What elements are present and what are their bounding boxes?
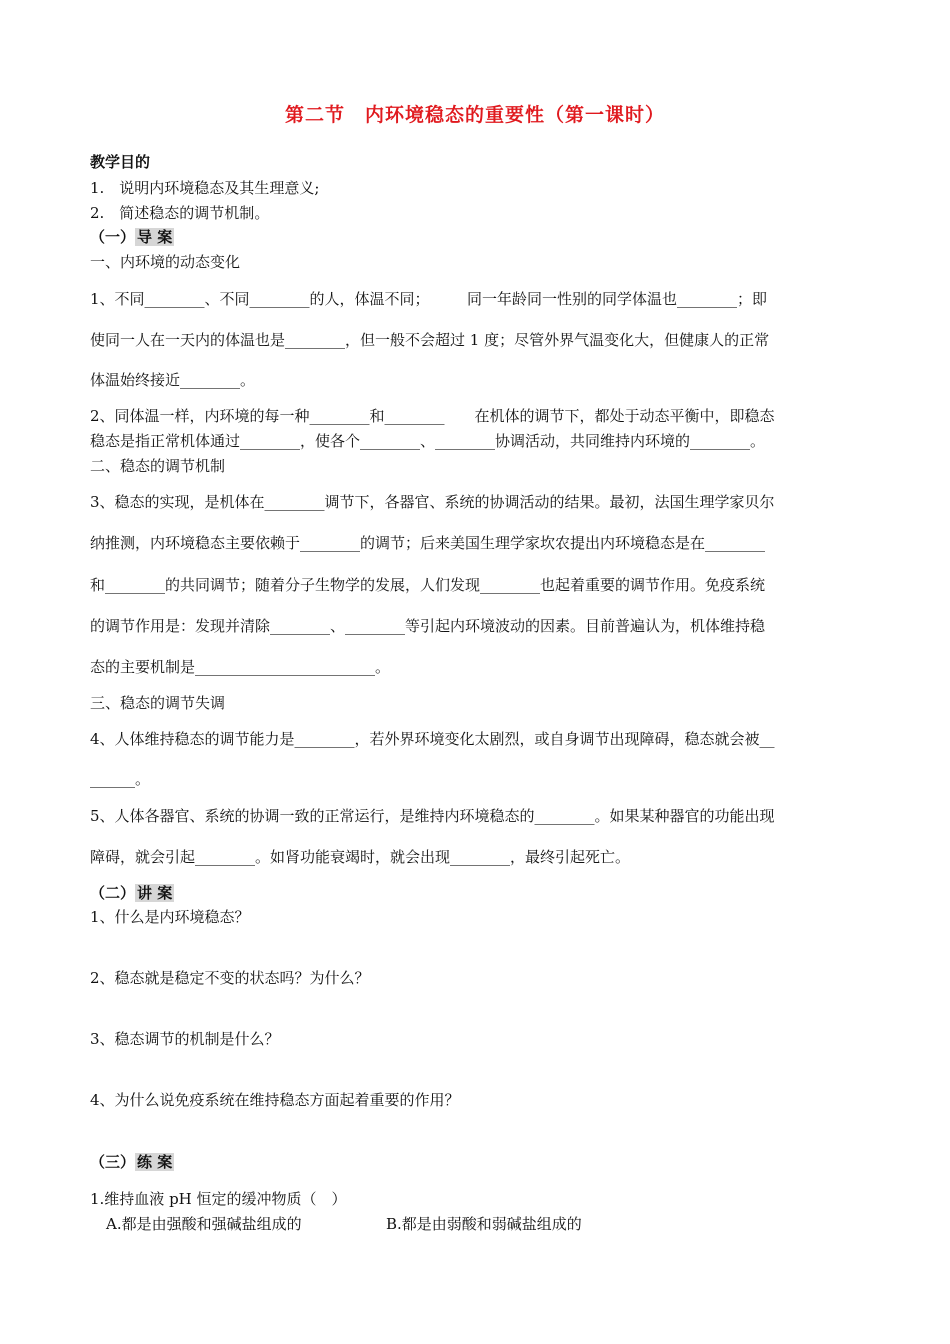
paragraph-line: 体温始终接近________。 [90,371,256,389]
section-heading: 一、内环境的动态变化 [90,253,241,271]
page-title: 第二节 内环境稳态的重要性（第一课时） [284,104,665,126]
objective-item: 1. 说明内环境稳态及其生理意义; [90,179,320,197]
paragraph-line: 障碍，就会引起________。如肾功能衰竭时，就会出现________，最终引起死亡。 [90,848,631,866]
paragraph-line: ______。 [90,770,151,788]
paragraph-line: 稳态是指正常机体通过________，使各个________、________协调活动，共同维持内环境的________。 [90,432,766,450]
paragraph-line: 3、稳态的实现，是机体在________调节下，各器官、系统的协调活动的结果。最初，法国生理学家贝尔 [90,493,775,511]
lecture-heading [90,883,174,903]
paragraph-line: 和________的共同调节；随着分子生物学的发展，人们发现________也起着重要的调节作用。免疫系统 [90,576,766,594]
paragraph-line: 的调节作用是：发现并清除________、________等引起内环境波动的因素。目前普遍认为，机体维持稳 [90,617,766,635]
practice-question: 1.维持血液 pH 恒定的缓冲物质（ ） [90,1190,347,1208]
practice-label: 练 案 [137,1153,173,1171]
paragraph-line: 态的主要机制是________________________。 [90,658,391,676]
lecture-question: 1、什么是内环境稳态？ [90,908,250,926]
lecture-question: 2、稳态就是稳定不变的状态吗？为什么？ [90,969,370,987]
paragraph-line: 2、同体温一样，内环境的每一种________和________ 在机体的调节下，都处于动态平衡中，即稳态 [90,407,775,425]
lecture-prefix: （二） [90,884,136,902]
paragraph-line: 5、人体各器官、系统的协调一致的正常运行，是维持内环境稳态的________。如果某种器官的功能出现 [90,807,775,825]
option-b: B.都是由弱酸和弱碱盐组成的 [386,1215,582,1233]
paragraph-line: 纳推测，内环境稳态主要依赖于________的调节；后来美国生理学家坎农提出内环境稳态是在________ [90,534,766,552]
option-a: A.都是由强酸和强碱盐组成的 [106,1215,302,1233]
lecture-question: 3、稳态调节的机制是什么？ [90,1030,280,1048]
objective-item: 2. 简述稳态的调节机制。 [90,204,270,222]
paragraph-line: 使同一人在一天内的体温也是________，但一般不会超过 1 度；尽管外界气温变化大，但健康人的正常 [90,331,770,349]
lecture-question: 4、为什么说免疫系统在维持稳态方面起着重要的作用？ [90,1091,460,1109]
guide-prefix: （一） [90,228,136,246]
objectives-heading: 教学目的 [90,153,151,171]
lecture-label: 讲 案 [137,884,173,902]
paragraph-line: 4、人体维持稳态的调节能力是________，若外界环境变化太剧烈，或自身调节出现障碍，稳态就会被__ [90,730,775,748]
section-heading: 二、稳态的调节机制 [90,457,226,475]
practice-prefix: （三） [90,1153,136,1171]
section-heading: 三、稳态的调节失调 [90,694,226,712]
practice-heading [90,1152,174,1172]
guide-heading [90,227,174,247]
guide-label: 导 案 [137,228,173,246]
paragraph-line: 1、不同________、不同________的人，体温不同； 同一年龄同一性别的同学体温也________；即 [90,290,768,308]
